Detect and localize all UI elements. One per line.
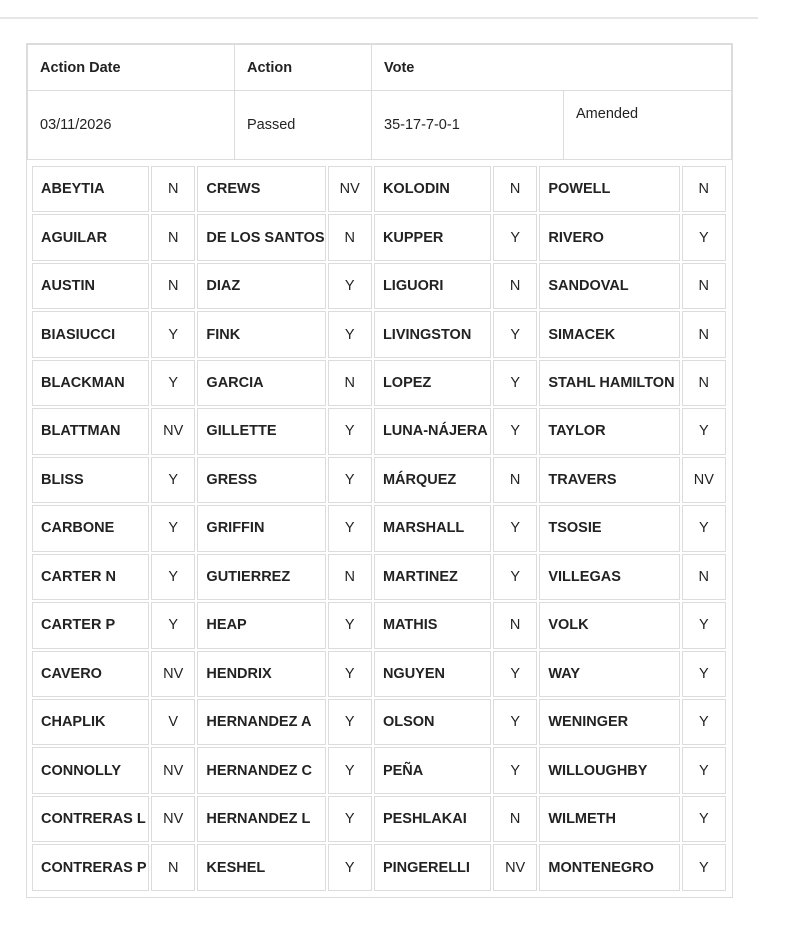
member-name: TSOSIE	[539, 505, 679, 551]
member-vote: Y	[151, 311, 195, 357]
member-name: DE LOS SANTOS	[197, 214, 325, 260]
table-row	[32, 505, 726, 551]
member-name: CREWS	[197, 166, 325, 212]
member-name: BLISS	[32, 457, 149, 503]
member-vote: N	[682, 311, 726, 357]
member-vote: Y	[493, 554, 537, 600]
member-vote: Y	[682, 214, 726, 260]
member-name: MARSHALL	[374, 505, 491, 551]
member-name: RIVERO	[539, 214, 679, 260]
table-row	[32, 214, 726, 260]
member-name: ABEYTIA	[32, 166, 149, 212]
member-name: TRAVERS	[539, 457, 679, 503]
member-vote: NV	[493, 844, 537, 891]
table-row	[32, 747, 726, 793]
member-name: GILLETTE	[197, 408, 325, 454]
member-name: CARBONE	[32, 505, 149, 551]
member-vote: N	[151, 214, 195, 260]
member-name: GARCIA	[197, 360, 325, 406]
member-name: LIGUORI	[374, 263, 491, 309]
member-vote: N	[493, 263, 537, 309]
member-name: MATHIS	[374, 602, 491, 648]
member-name: KESHEL	[197, 844, 325, 891]
member-vote: N	[328, 360, 372, 406]
member-vote: N	[682, 360, 726, 406]
table-row	[32, 796, 726, 842]
member-vote: NV	[151, 796, 195, 842]
member-name: WENINGER	[539, 699, 679, 745]
member-vote: N	[493, 602, 537, 648]
member-name: FINK	[197, 311, 325, 357]
member-name: KOLODIN	[374, 166, 491, 212]
member-vote: Y	[682, 844, 726, 891]
member-name: HERNANDEZ C	[197, 747, 325, 793]
vote-header: Vote	[371, 44, 732, 91]
member-vote: Y	[151, 360, 195, 406]
member-vote: Y	[493, 651, 537, 697]
member-name: VOLK	[539, 602, 679, 648]
member-vote: NV	[682, 457, 726, 503]
member-name: POWELL	[539, 166, 679, 212]
member-name: CAVERO	[32, 651, 149, 697]
member-vote: Y	[328, 457, 372, 503]
member-name: WILMETH	[539, 796, 679, 842]
member-name: CARTER N	[32, 554, 149, 600]
member-name: BIASIUCCI	[32, 311, 149, 357]
member-name: DIAZ	[197, 263, 325, 309]
member-vote: Y	[493, 408, 537, 454]
member-name: STAHL HAMILTON	[539, 360, 679, 406]
table-row	[32, 602, 726, 648]
member-name: AUSTIN	[32, 263, 149, 309]
member-vote: Y	[493, 505, 537, 551]
member-name: SANDOVAL	[539, 263, 679, 309]
member-vote: Y	[682, 505, 726, 551]
member-vote: V	[151, 699, 195, 745]
member-name: CONNOLLY	[32, 747, 149, 793]
table-row	[32, 360, 726, 406]
member-name: TAYLOR	[539, 408, 679, 454]
member-vote: Y	[493, 699, 537, 745]
table-row	[32, 554, 726, 600]
member-name: PINGERELLI	[374, 844, 491, 891]
table-row	[32, 651, 726, 697]
member-vote: N	[151, 166, 195, 212]
member-vote: NV	[151, 408, 195, 454]
member-vote: Y	[151, 457, 195, 503]
member-name: HERNANDEZ L	[197, 796, 325, 842]
action-date-value: 03/11/2026	[27, 90, 235, 160]
table-row	[32, 457, 726, 503]
member-name: OLSON	[374, 699, 491, 745]
member-name: PEÑA	[374, 747, 491, 793]
table-row	[32, 311, 726, 357]
member-vote: Y	[682, 699, 726, 745]
member-vote: N	[682, 554, 726, 600]
member-name: LUNA-NÁJERA	[374, 408, 491, 454]
member-name: WILLOUGHBY	[539, 747, 679, 793]
member-vote: N	[328, 554, 372, 600]
member-vote: NV	[328, 166, 372, 212]
member-vote: Y	[682, 408, 726, 454]
member-name: GUTIERREZ	[197, 554, 325, 600]
member-name: LIVINGSTON	[374, 311, 491, 357]
member-vote: N	[151, 844, 195, 891]
member-name: VILLEGAS	[539, 554, 679, 600]
member-vote: Y	[328, 408, 372, 454]
member-name: MARTINEZ	[374, 554, 491, 600]
member-name: LOPEZ	[374, 360, 491, 406]
member-vote: Y	[493, 214, 537, 260]
member-vote: Y	[328, 796, 372, 842]
table-row	[32, 699, 726, 745]
member-vote: Y	[328, 311, 372, 357]
member-vote: Y	[493, 747, 537, 793]
member-vote: N	[493, 796, 537, 842]
member-name: PESHLAKAI	[374, 796, 491, 842]
member-vote: Y	[151, 554, 195, 600]
member-vote: N	[493, 166, 537, 212]
member-vote: Y	[151, 602, 195, 648]
member-name: SIMACEK	[539, 311, 679, 357]
member-name: HERNANDEZ A	[197, 699, 325, 745]
member-name: CONTRERAS L	[32, 796, 149, 842]
member-vote: Y	[328, 747, 372, 793]
member-vote: Y	[493, 360, 537, 406]
member-name: MONTENEGRO	[539, 844, 679, 891]
action-header: Action	[234, 44, 372, 91]
amended-note: Amended	[563, 90, 732, 160]
member-name: GRESS	[197, 457, 325, 503]
action-value: Passed	[234, 90, 372, 160]
table-row	[32, 408, 726, 454]
member-vote: Y	[328, 699, 372, 745]
member-name: MÁRQUEZ	[374, 457, 491, 503]
vote-tally-value: 35-17-7-0-1	[371, 90, 564, 160]
top-divider	[0, 17, 758, 19]
member-vote: N	[328, 214, 372, 260]
action-date-header: Action Date	[27, 44, 235, 91]
member-vote: Y	[151, 505, 195, 551]
member-vote: Y	[328, 651, 372, 697]
member-vote: Y	[328, 844, 372, 891]
member-name: CONTRERAS P	[32, 844, 149, 891]
member-vote: Y	[682, 796, 726, 842]
member-name: HEAP	[197, 602, 325, 648]
member-vote: NV	[151, 747, 195, 793]
member-vote: NV	[151, 651, 195, 697]
table-row	[32, 263, 726, 309]
member-name: WAY	[539, 651, 679, 697]
member-vote: Y	[328, 505, 372, 551]
member-name: HENDRIX	[197, 651, 325, 697]
member-vote: N	[151, 263, 195, 309]
table-row	[32, 166, 726, 212]
member-vote: N	[682, 166, 726, 212]
member-name: KUPPER	[374, 214, 491, 260]
member-vote: Y	[493, 311, 537, 357]
member-name: AGUILAR	[32, 214, 149, 260]
member-vote: N	[682, 263, 726, 309]
member-name: GRIFFIN	[197, 505, 325, 551]
member-name: CARTER P	[32, 602, 149, 648]
member-vote: Y	[682, 747, 726, 793]
member-name: BLATTMAN	[32, 408, 149, 454]
table-row	[32, 844, 726, 891]
member-votes-body	[32, 166, 726, 891]
member-vote: N	[493, 457, 537, 503]
member-name: CHAPLIK	[32, 699, 149, 745]
member-vote: Y	[682, 651, 726, 697]
member-name: NGUYEN	[374, 651, 491, 697]
member-votes-table	[30, 164, 728, 893]
member-vote: Y	[682, 602, 726, 648]
member-name: BLACKMAN	[32, 360, 149, 406]
member-vote: Y	[328, 263, 372, 309]
member-vote: Y	[328, 602, 372, 648]
